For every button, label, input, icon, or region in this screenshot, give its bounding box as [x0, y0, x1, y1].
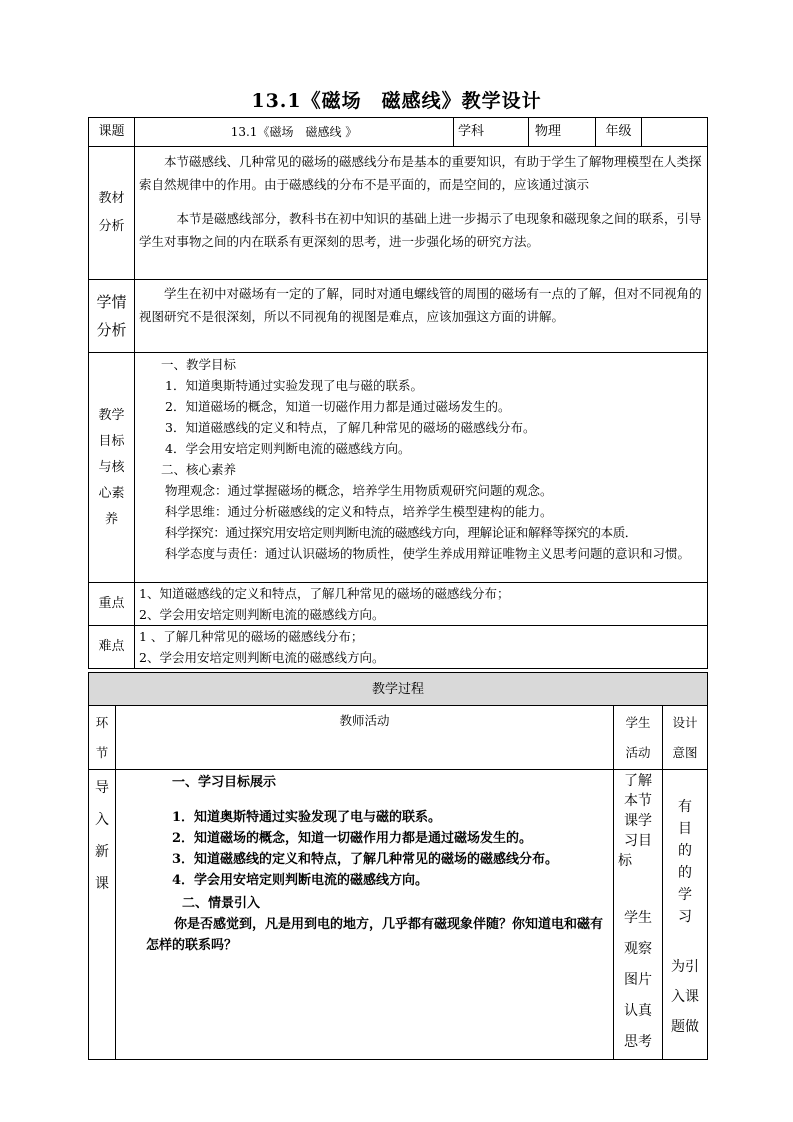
intro-goal-item: 1．知道奥斯特通过实验发现了电与磁的联系。 [172, 810, 442, 825]
student-label-line: 学情 [96, 293, 127, 311]
grade-label: 年级 [596, 118, 642, 147]
student-activity-line: 课学 [624, 813, 652, 829]
teacher-activity-content [116, 770, 614, 1060]
design-line: 的 [678, 843, 692, 859]
core-item: 科学探究：通过探究用安培定则判断电流的磁感线方向，理解论证和解释等探究的本质． [165, 525, 637, 540]
intro-goal-item: 3．知道磁感线的定义和特点，了解几种常见的磁场的磁感线分布。 [172, 852, 559, 867]
design-column-header [663, 706, 708, 770]
difficult-points-label: 难点 [89, 626, 135, 669]
topic-label: 课题 [89, 118, 135, 147]
student-column-header [614, 706, 663, 770]
lesson-info-table [88, 117, 708, 669]
student-activity-line: 习目 [624, 833, 652, 849]
student-activity-line: 认真 [624, 1003, 652, 1019]
stage-label-char: 导 [95, 780, 109, 796]
stage-intro-label [89, 770, 116, 1060]
section-heading-goals: 一、学习目标展示 [172, 775, 277, 790]
student-analysis-content [135, 280, 708, 353]
goals-heading-1: 一、教学目标 [161, 357, 237, 372]
core-item: 物理观念：通过掌握磁场的概念，培养学生用物质观研究问题的观念。 [165, 483, 553, 498]
student-activity-line: 了解 [624, 773, 652, 789]
core-item: 科学思维：通过分析磁感线的定义和特点，培养学生模型建构的能力。 [165, 504, 553, 519]
teacher-column-header: 教师活动 [116, 706, 614, 770]
student-analysis-label [89, 280, 135, 353]
difficult-point-item: 2、学会用安培定则判断电流的磁感线方向。 [139, 650, 385, 665]
page-title: 13.1《磁场 磁感线》教学设计 [251, 90, 542, 112]
goal-item: 4．学会用安培定则判断电流的磁感线方向。 [165, 441, 411, 456]
goals-label [89, 353, 135, 583]
goals-label-line: 目标 [98, 433, 125, 449]
goals-label-line: 与核 [98, 459, 125, 475]
goals-content [135, 353, 708, 583]
student-activity-content [614, 770, 663, 1060]
header-line: 学生 [625, 714, 651, 730]
header-line: 设计 [672, 714, 698, 730]
design-intent-content [663, 770, 708, 1060]
key-points-label: 重点 [89, 583, 135, 626]
goal-item: 1．知道奥斯特通过实验发现了电与磁的联系。 [165, 378, 423, 393]
student-activity-line: 本节 [624, 793, 652, 809]
intro-goal-item: 4．学会用安培定则判断电流的磁感线方向。 [172, 873, 429, 888]
stage-label-char: 新 [95, 844, 109, 860]
teaching-process-table [88, 672, 708, 1060]
stage-label-char: 课 [95, 876, 109, 892]
design-line: 学 [678, 887, 692, 903]
design-line: 的 [678, 865, 692, 881]
student-para: 学生在初中对磁场有一定的了解，同时对通电螺线管的周围的磁场有一点的了解，但对不同视角的视图研究不是很深刻，所以不同视角的视图是难点，应该加强这方面的讲解。 [139, 286, 702, 324]
header-line: 活动 [625, 744, 651, 760]
topic-value: 13.1《磁场 磁感线 》 [135, 118, 454, 147]
intro-goal-item: 2．知道磁场的概念，知道一切磁作用力都是通过磁场发生的。 [172, 831, 533, 846]
subject-value: 物理 [529, 118, 596, 147]
goal-item: 3．知道磁感线的定义和特点，了解几种常见的磁场的磁感线分布。 [165, 420, 536, 435]
student-activity-line: 思考 [624, 1034, 652, 1050]
student-activity-line: 学生 [624, 910, 652, 926]
header-line: 环 [95, 714, 109, 730]
material-label-line: 教材 [98, 191, 125, 206]
goals-label-line: 心素 [98, 485, 125, 501]
section-heading-scene: 二、情景引入 [182, 896, 261, 911]
student-activity-line: 标 [618, 853, 632, 869]
key-point-item: 1、知道磁感线的定义和特点，了解几种常见的磁场的磁感线分布； [139, 586, 510, 601]
design-line: 题做 [671, 1019, 699, 1035]
goal-item: 2．知道磁场的概念，知道一切磁作用力都是通过磁场发生的。 [165, 399, 511, 414]
goals-heading-2: 二、核心素养 [161, 462, 237, 477]
design-line: 习 [678, 909, 692, 925]
design-line: 目 [678, 821, 692, 837]
scene-question: 你是否感觉到，凡是用到电的地方，几乎都有磁现象伴随？你知道电和磁有怎样的联系吗？ [146, 917, 604, 953]
goals-label-line: 养 [104, 511, 118, 527]
difficult-point-item: 1 、了解几种常见的磁场的磁感线分布； [139, 629, 364, 644]
grade-value [642, 118, 708, 147]
key-points-content [135, 583, 708, 626]
stage-column-header [89, 706, 116, 770]
key-point-item: 2、学会用安培定则判断电流的磁感线方向。 [139, 607, 385, 622]
material-para-1: 本节磁感线、几种常见的磁场的磁感线分布是基本的重要知识，有助于学生了解物理模型在人类探索自然规律中的作用。由于磁感线的分布不是平面的，而是空间的，应该通过演示 [139, 154, 702, 192]
stage-label-char: 入 [95, 812, 109, 828]
material-label-line: 分析 [98, 219, 125, 234]
student-activity-line: 观察 [624, 941, 652, 957]
student-label-line: 分析 [96, 321, 127, 339]
material-analysis-label [89, 147, 135, 280]
header-line: 节 [95, 744, 109, 760]
header-line: 意图 [672, 744, 698, 760]
goals-label-line: 教学 [98, 407, 125, 423]
material-analysis-content [135, 147, 708, 280]
design-line: 入课 [671, 989, 699, 1005]
design-line: 为引 [671, 959, 699, 975]
design-line: 有 [678, 799, 692, 815]
material-para-2: 本节是磁感线部分，教科书在初中知识的基础上进一步揭示了电现象和磁现象之间的联系，引导学生对事物之间的内在联系有更深刻的思考，进一步强化场的研究方法。 [139, 211, 702, 249]
core-item: 科学态度与责任：通过认识磁场的物质性，使学生养成用辩证唯物主义思考问题的意识和习惯。 [165, 546, 691, 561]
student-activity-line: 图片 [624, 972, 652, 988]
process-header: 教学过程 [89, 673, 708, 706]
difficult-points-content [135, 626, 708, 669]
subject-label: 学科 [454, 118, 529, 147]
